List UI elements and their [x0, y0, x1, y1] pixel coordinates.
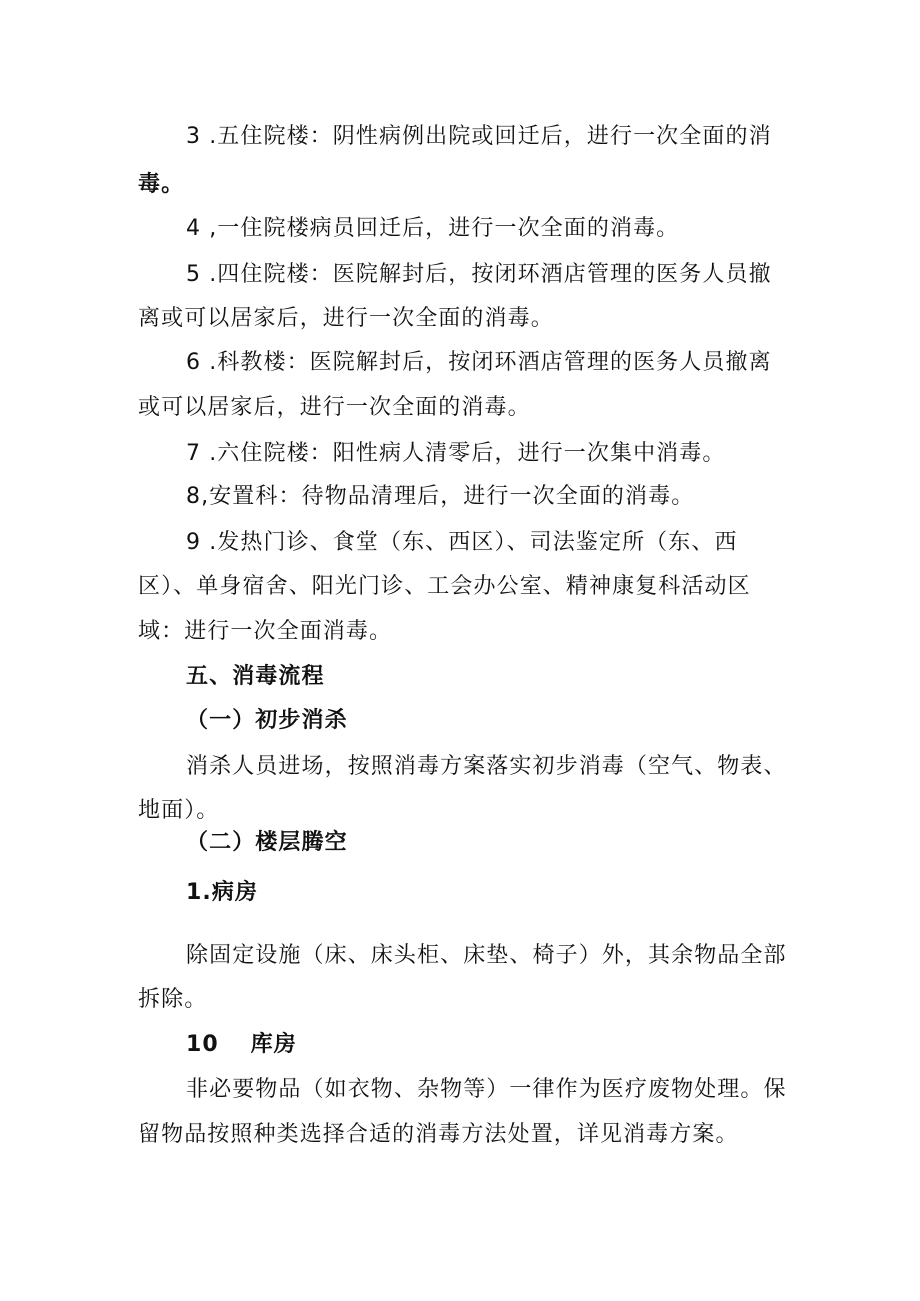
paragraph-initial-disinfection: 消杀人员进场，按照消毒方案落实初步消毒（空气、物表、	[186, 754, 787, 779]
paragraph-item-9-continuation-1: 区）、单身宿舍、阳光门诊、工会办公室、精神康复科活动区	[138, 574, 751, 599]
subsection-heading-2: （二）楼层腾空	[186, 830, 348, 855]
paragraph-item-9: 9 .发热门诊、食堂（东、西区）、司法鉴定所（东、西	[186, 530, 738, 555]
paragraph-initial-disinfection-continuation: 地面）。	[138, 798, 220, 823]
paragraph-item-7: 7 .六住院楼：阳性病人清零后，进行一次集中消毒。	[186, 441, 726, 466]
paragraph-item-4: 4 ,一住院楼病员回迁后，进行一次全面的消毒。	[186, 216, 680, 241]
item-heading-ward: 1.病房	[186, 880, 259, 905]
subsection-heading-1: （一）初步消杀	[186, 708, 348, 733]
paragraph-item-9-continuation-2: 域：进行一次全面消毒。	[138, 619, 393, 644]
paragraph-item-6: 6 .科教楼：医院解封后，按闭环酒店管理的医务人员撤离	[186, 350, 772, 375]
paragraph-ward-continuation: 拆除。	[138, 987, 208, 1012]
item-heading-storeroom: 10 库房	[186, 1032, 297, 1057]
paragraph-item-3: 3 .五住院楼：阴性病例出院或回迁后，进行一次全面的消	[186, 124, 772, 149]
paragraph-storeroom-continuation: 留物品按照种类选择合适的消毒方法处置，详见消毒方案。	[138, 1122, 739, 1147]
paragraph-storeroom: 非必要物品（如衣物、杂物等）一律作为医疗废物处理。保	[186, 1077, 787, 1102]
paragraph-item-6-continuation: 或可以居家后，进行一次全面的消毒。	[138, 395, 531, 420]
section-heading-5: 五、消毒流程	[186, 664, 325, 689]
paragraph-item-5: 5 .四住院楼：医院解封后，按闭环酒店管理的医务人员撤	[186, 262, 772, 287]
paragraph-ward: 除固定设施（床、床头柜、床垫、椅子）外，其余物品全部	[186, 943, 787, 968]
paragraph-item-8: 8,安置科：待物品清理后，进行一次全面的消毒。	[186, 484, 695, 509]
paragraph-item-3-continuation: 毒。	[138, 172, 185, 197]
paragraph-item-5-continuation: 离或可以居家后，进行一次全面的消毒。	[138, 306, 554, 331]
